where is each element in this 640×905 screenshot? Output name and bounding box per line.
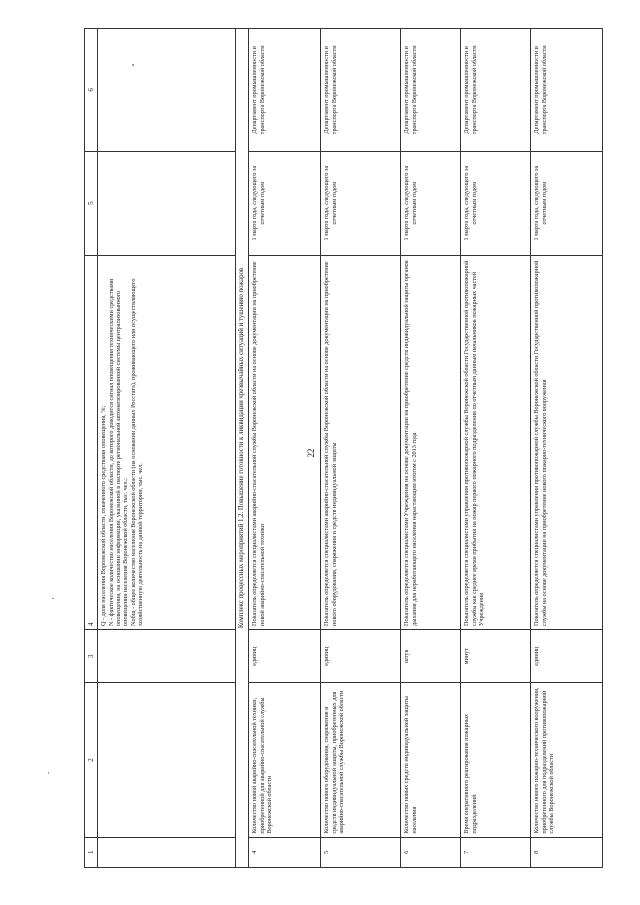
formula-empty-cell: [98, 29, 236, 152]
row-number: 7: [461, 837, 531, 867]
header-col-5: 5: [85, 151, 98, 255]
rotated-table-content: [84, 28, 636, 868]
table-row: [531, 29, 603, 868]
responsible-cell: Департамент промышленности и транспорта Воронежской области: [321, 29, 401, 152]
formula-line: Q - доля населения Воронежской области, охваченного средствами оповещения, %;: [100, 405, 108, 626]
deadline-cell: 1 марта года, следующего за отчетным годом: [531, 151, 603, 255]
unit-cell: единиц: [249, 629, 321, 682]
formula-empty-cell: [98, 683, 236, 837]
row-number: 4: [249, 837, 321, 867]
formula-row: [98, 29, 236, 868]
indicator-name: Количество новых средств индивидуальной защиты населения: [401, 683, 461, 837]
responsible-cell: Департамент промышленности и транспорта Воронежской области: [401, 29, 461, 152]
scan-speck: [52, 598, 54, 599]
responsible-cell: Департамент промышленности и транспорта Воронежской области: [249, 29, 321, 152]
indicator-name: Количество нового пожарно-технического вооружения, приобретенного для подразделений противопожарной службы Воронежской области: [531, 683, 603, 837]
method-cell: Показатель определяется специалистами управления противопожарной службы Воронежской области Государственной противопожарной службы как среднее время прибытия на пожар первого пожарного подразделения по отчетным данным начальников пожарных частей Учреждения: [461, 255, 531, 629]
table-row: [401, 29, 461, 868]
deadline-cell: 1 марта года, следующего за отчетным годом: [249, 151, 321, 255]
table-row: [461, 29, 531, 868]
indicator-name: Время оперативного реагирования пожарных подразделений: [461, 683, 531, 837]
method-cell: Показатель определяется специалистами управления противопожарной службы Воронежской области Государственной противопожарной службы на основе документации на приобретение нового пожарно-технического вооружения: [531, 255, 603, 629]
formula-line: N - фактическое количество населения Воронежской области, до которого доводится сигнал оповещения техническими средствами оповещения, на основании информации, указанной в паспорте региональной автоматизированной системы централизованного оповещения населения Воронежской области, тыс. чел.;: [107, 278, 130, 626]
responsible-cell: Департамент промышленности и транспорта Воронежской области: [531, 29, 603, 152]
responsible-cell: Департамент промышленности и транспорта Воронежской области: [461, 29, 531, 152]
row-number: 5: [321, 837, 401, 867]
unit-cell: минут: [461, 629, 531, 682]
row-number: 8: [531, 837, 603, 867]
row-number: 6: [401, 837, 461, 867]
formula-line: Nобщ - общее количество населения Воронежской области (на основании данных Росстата), проживающего или осуществляющего хозяйственную деятельность на данной территории, тыс. чел.: [129, 278, 144, 626]
formula-empty-cell: [98, 837, 236, 867]
indicator-name: Количество нового оборудования, снаряжения и средств индивидуальной защиты, приобретенных для аварийно-спасательной службы Воронежской области: [321, 683, 401, 837]
method-cell: Показатель определяется специалистами аварийно-спасательной службы Воронежской области на основе документации на приобретение новой аварийно-спасательной техники: [249, 255, 321, 629]
header-col-1: 1: [85, 837, 98, 867]
unit-cell: штук: [401, 629, 461, 682]
page-number: 22: [306, 448, 316, 458]
header-col-2: 2: [85, 683, 98, 837]
table-header-row: [85, 29, 98, 868]
deadline-cell: 1 марта года, следующего за отчетным годом: [461, 151, 531, 255]
header-col-4: 4: [85, 255, 98, 629]
section-title: Комплекс процессных мероприятий 1.2. Повышение готовности к ликвидации чрезвычайных ситуаций и тушению пожаров: [236, 29, 249, 868]
header-col-6: 6: [85, 29, 98, 152]
method-cell: Показатель определяется специалистами аварийно-спасательной службы Воронежской области на основе документации на приобретение нового оборудования, снаряжения и средств индивидуальной защиты: [321, 255, 401, 629]
table-row: [321, 29, 401, 868]
unit-cell: единиц: [321, 629, 401, 682]
table-row: [249, 29, 321, 868]
formula-cell: [98, 255, 236, 629]
deadline-cell: 1 марта года, следующего за отчетным годом: [401, 151, 461, 255]
section-title-row: [236, 29, 249, 868]
method-cell: Показатель определяется специалистами Учреждения на основе документации на приобретение средств индивидуальной защиты органов дыхания для неработающего населения нарастающим итогом с 2013 года: [401, 255, 461, 629]
formula-empty-cell: [98, 151, 236, 255]
indicators-table: [84, 28, 603, 868]
deadline-cell: 1 марта года, следующего за отчетным годом: [321, 151, 401, 255]
indicator-name: Количество новой аварийно-спасательной техники, приобретенной для аварийно-спасательной службы Воронежской области: [249, 683, 321, 837]
rotated-table-sheet: [84, 28, 636, 868]
formula-empty-cell: [98, 629, 236, 682]
unit-cell: единиц: [531, 629, 603, 682]
header-col-3: 3: [85, 629, 98, 682]
scan-speck: [48, 772, 49, 774]
